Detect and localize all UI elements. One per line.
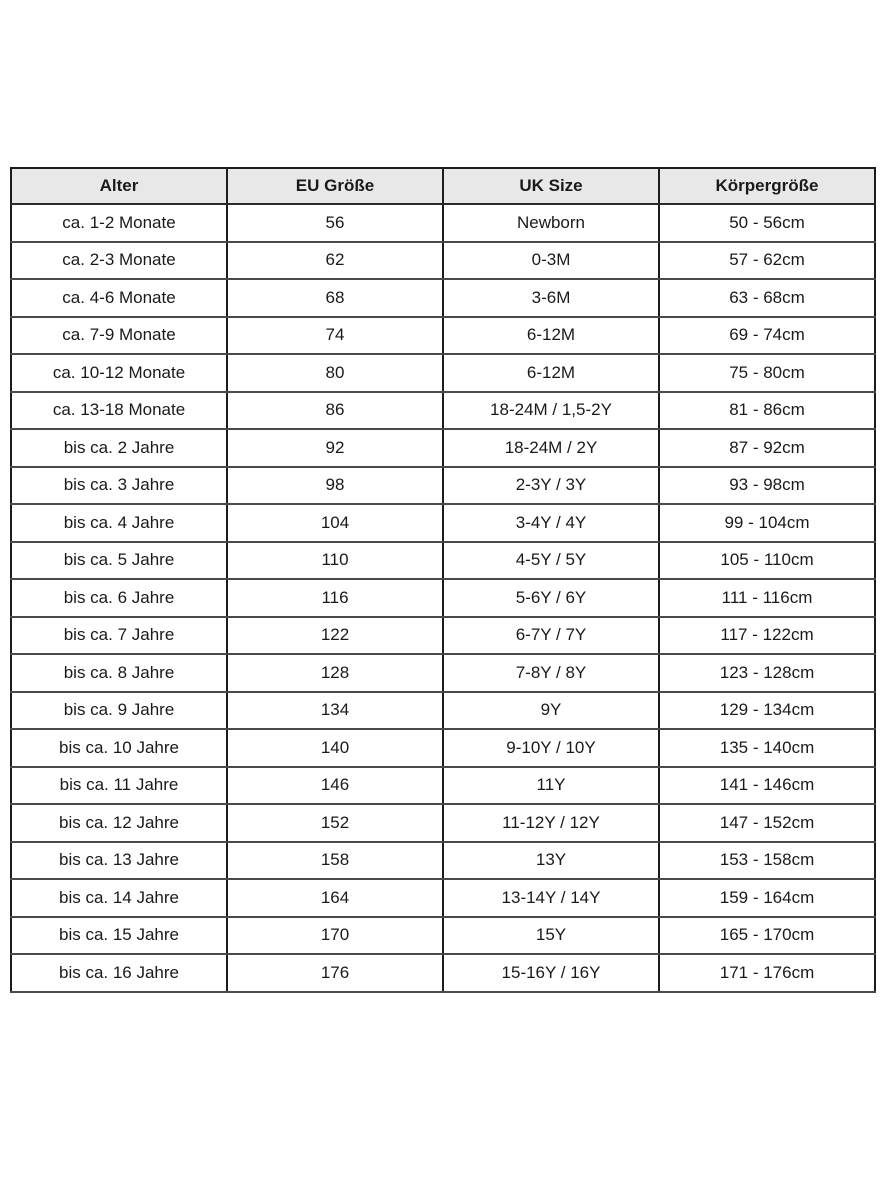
table-cell: 128 [227,654,443,692]
table-cell: bis ca. 5 Jahre [11,542,227,580]
table-cell: bis ca. 13 Jahre [11,842,227,880]
table-row [11,204,875,242]
table-cell: bis ca. 16 Jahre [11,954,227,992]
table-cell: 11-12Y / 12Y [443,804,659,842]
table-cell: 4-5Y / 5Y [443,542,659,580]
table-cell: bis ca. 6 Jahre [11,579,227,617]
table-cell: 74 [227,317,443,355]
table-cell: 117 - 122cm [659,617,875,655]
table-cell: bis ca. 2 Jahre [11,429,227,467]
table-cell: 2-3Y / 3Y [443,467,659,505]
table-cell: 81 - 86cm [659,392,875,430]
table-cell: 57 - 62cm [659,242,875,280]
table-cell: 105 - 110cm [659,542,875,580]
table-cell: 171 - 176cm [659,954,875,992]
table-body [11,204,875,992]
table-row [11,804,875,842]
table-row [11,504,875,542]
table-cell: 116 [227,579,443,617]
table-cell: 11Y [443,767,659,805]
table-cell: 3-4Y / 4Y [443,504,659,542]
table-cell: 62 [227,242,443,280]
table-cell: bis ca. 3 Jahre [11,467,227,505]
table-cell: 13Y [443,842,659,880]
table-cell: bis ca. 7 Jahre [11,617,227,655]
table-cell: 135 - 140cm [659,729,875,767]
table-cell: 3-6M [443,279,659,317]
table-row [11,467,875,505]
table-cell: ca. 7-9 Monate [11,317,227,355]
column-header-alter: Alter [11,168,227,204]
table-cell: 56 [227,204,443,242]
table-cell: 110 [227,542,443,580]
table-cell: bis ca. 12 Jahre [11,804,227,842]
table-row [11,917,875,955]
table-cell: bis ca. 11 Jahre [11,767,227,805]
table-row [11,767,875,805]
table-cell: 6-12M [443,354,659,392]
table-cell: bis ca. 8 Jahre [11,654,227,692]
table-cell: 146 [227,767,443,805]
table-cell: ca. 2-3 Monate [11,242,227,280]
table-cell: 6-12M [443,317,659,355]
table-cell: ca. 13-18 Monate [11,392,227,430]
table-cell: 153 - 158cm [659,842,875,880]
table-cell: 92 [227,429,443,467]
table-cell: 99 - 104cm [659,504,875,542]
table-row [11,354,875,392]
table-row [11,617,875,655]
column-header-uk-size: UK Size [443,168,659,204]
table-row [11,392,875,430]
table-cell: ca. 4-6 Monate [11,279,227,317]
table-cell: 75 - 80cm [659,354,875,392]
table-row [11,242,875,280]
table-cell: 63 - 68cm [659,279,875,317]
table-row [11,317,875,355]
table-cell: ca. 10-12 Monate [11,354,227,392]
table-cell: 9Y [443,692,659,730]
table-cell: 13-14Y / 14Y [443,879,659,917]
table-cell: 170 [227,917,443,955]
table-row [11,879,875,917]
table-cell: 15Y [443,917,659,955]
table-cell: bis ca. 14 Jahre [11,879,227,917]
table-cell: 123 - 128cm [659,654,875,692]
size-chart-table [10,167,876,993]
table-row [11,842,875,880]
table-cell: 158 [227,842,443,880]
table-cell: bis ca. 15 Jahre [11,917,227,955]
column-header-eu-groesse: EU Größe [227,168,443,204]
table-cell: 5-6Y / 6Y [443,579,659,617]
table-cell: 147 - 152cm [659,804,875,842]
table-cell: 104 [227,504,443,542]
table-cell: 129 - 134cm [659,692,875,730]
table-cell: 6-7Y / 7Y [443,617,659,655]
table-cell: 7-8Y / 8Y [443,654,659,692]
table-row [11,542,875,580]
table-row [11,579,875,617]
table-cell: ca. 1-2 Monate [11,204,227,242]
table-cell: 93 - 98cm [659,467,875,505]
table-cell: bis ca. 9 Jahre [11,692,227,730]
table-cell: 159 - 164cm [659,879,875,917]
table-cell: bis ca. 4 Jahre [11,504,227,542]
table-cell: 18-24M / 2Y [443,429,659,467]
table-cell: 134 [227,692,443,730]
table-cell: bis ca. 10 Jahre [11,729,227,767]
table-cell: 15-16Y / 16Y [443,954,659,992]
table-cell: 140 [227,729,443,767]
table-cell: 69 - 74cm [659,317,875,355]
table-cell: 9-10Y / 10Y [443,729,659,767]
table-header [11,168,875,204]
table-cell: 122 [227,617,443,655]
table-cell: 18-24M / 1,5-2Y [443,392,659,430]
table-cell: Newborn [443,204,659,242]
table-cell: 80 [227,354,443,392]
table-cell: 141 - 146cm [659,767,875,805]
table-cell: 165 - 170cm [659,917,875,955]
table-row [11,954,875,992]
table-cell: 86 [227,392,443,430]
table-cell: 87 - 92cm [659,429,875,467]
table-cell: 111 - 116cm [659,579,875,617]
table-cell: 164 [227,879,443,917]
table-row [11,729,875,767]
table-row [11,429,875,467]
column-header-koerpergroesse: Körpergröße [659,168,875,204]
table-cell: 152 [227,804,443,842]
table-row [11,654,875,692]
header-row [11,168,875,204]
table-cell: 176 [227,954,443,992]
table-cell: 0-3M [443,242,659,280]
table-row [11,279,875,317]
table-row [11,692,875,730]
table-cell: 50 - 56cm [659,204,875,242]
table-cell: 68 [227,279,443,317]
table-cell: 98 [227,467,443,505]
